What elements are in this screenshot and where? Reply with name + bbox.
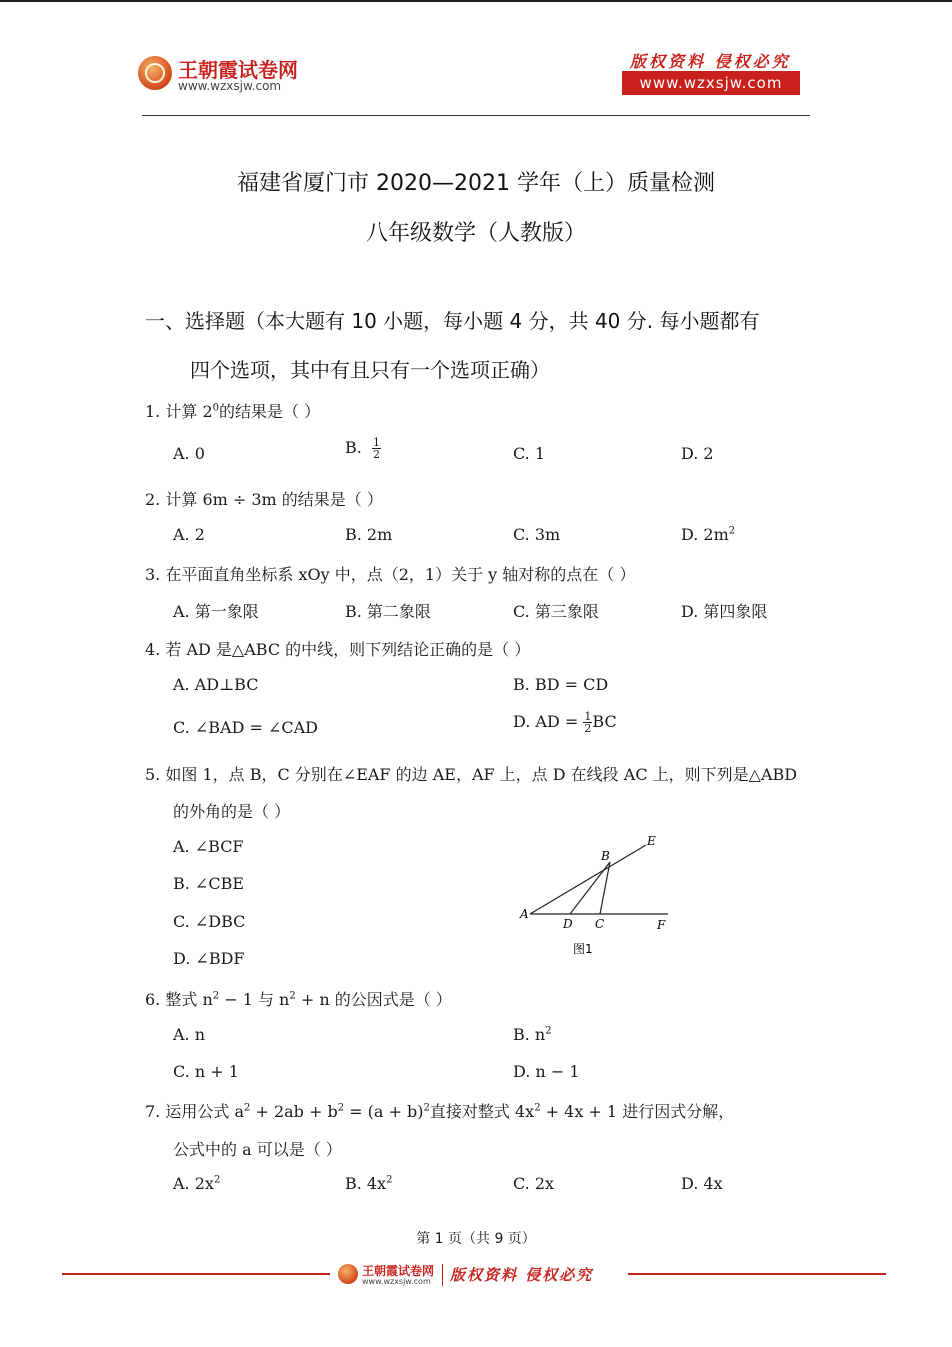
top-border	[0, 0, 952, 2]
question-3-stem: 3. 在平面直角坐标系 xOy 中，点（2，1）关于 y 轴对称的点在（ ）	[145, 565, 636, 584]
footer-brand-url: www.wzxsjw.com	[362, 1277, 431, 1286]
question-4-stem: 4. 若 AD 是△ABC 的中线，则下列结论正确的是（ ）	[145, 640, 531, 659]
q5-option-b: B. ∠CBE	[173, 874, 245, 893]
q6-option-c: C. n + 1	[173, 1062, 239, 1081]
segment-bd	[570, 862, 610, 914]
header-url-box: www.wzxsjw.com	[622, 71, 800, 95]
question-1-stem: 1. 计算 $2^0$的结果是（ ）	[145, 402, 321, 421]
q5-option-a: A. ∠BCF	[173, 837, 244, 856]
q3-option-b: B. 第二象限	[345, 602, 431, 621]
q4-option-c: C. ∠BAD = ∠CAD	[173, 718, 318, 737]
footer-separator	[442, 1264, 443, 1286]
question-5-stem-line2: 的外角的是（ ）	[173, 802, 291, 821]
footer-slogan: 版权资料 侵权必究	[450, 1266, 594, 1284]
q7-option-c: C. 2x	[513, 1174, 555, 1193]
q1-option-c: C. 1	[513, 444, 546, 463]
question-2-stem: 2. 计算 6m ÷ 3m 的结果是（ ）	[145, 490, 383, 509]
q6-option-d: D. n − 1	[513, 1062, 580, 1081]
section-heading-line1: 一、选择题（本大题有 10 小题，每小题 4 分，共 40 分. 每小题都有	[145, 309, 760, 333]
label-c: C	[595, 917, 605, 931]
q2-option-c: C. 3m	[513, 525, 561, 544]
label-f: F	[657, 918, 666, 932]
q3-option-c: C. 第三象限	[513, 602, 599, 621]
footer-brand-name: 王朝霞试卷网	[362, 1264, 435, 1278]
exam-title: 福建省厦门市 2020—2021 学年（上）质量检测	[237, 171, 715, 196]
question-6-stem: 6. 整式 $n^2 - 1$ 与 $n^2 + n$ 的公因式是（ ）	[145, 990, 452, 1009]
brand-name: 王朝霞试卷网	[178, 58, 298, 82]
q7-option-b: B. $4x^2$	[345, 1174, 393, 1193]
ray-ae	[530, 845, 646, 914]
q2-option-d: D. $2m^2$	[681, 525, 736, 544]
q7-option-d: D. 4x	[681, 1174, 723, 1193]
footer-logo-icon	[338, 1264, 358, 1284]
q3-option-a: A. 第一象限	[173, 602, 259, 621]
q2-option-b: B. 2m	[345, 525, 393, 544]
page-number: 第 1 页（共 9 页）	[416, 1231, 536, 1247]
label-b: B	[601, 849, 610, 863]
header-slogan: 版权资料 侵权必究	[630, 52, 791, 71]
section-heading-line2: 四个选项，其中有且只有一个选项正确）	[190, 358, 550, 382]
figure-caption: 图1	[573, 942, 593, 956]
exam-subtitle: 八年级数学（人教版）	[365, 221, 586, 246]
q3-option-d: D. 第四象限	[681, 602, 768, 621]
q4-option-a: A. AD⊥BC	[173, 675, 259, 694]
q1-option-a: A. 0	[173, 444, 205, 463]
q6-option-a: A. n	[173, 1025, 206, 1044]
brand-logo-icon	[138, 56, 172, 90]
q4-option-b: B. BD = CD	[513, 675, 609, 694]
q6-option-b: B. $n^2$	[513, 1025, 552, 1044]
question-7-stem-line1: 7. 运用公式 $a^2 + 2ab + b^2 = (a + b)^2$直接对整式 $4x^2 + 4x + 1$ 进行因式分解，	[145, 1102, 735, 1121]
q7-option-a: A. $2x^2$	[173, 1174, 221, 1193]
label-d: D	[563, 917, 573, 931]
question-7-stem-line2: 公式中的 a 可以是（ ）	[173, 1140, 342, 1159]
footer-rule-right	[628, 1273, 886, 1275]
q2-option-a: A. 2	[173, 525, 205, 544]
label-a: A	[520, 907, 529, 921]
question-5-stem-line1: 5. 如图 1，点 B，C 分别在∠EAF 的边 AE，AF 上，点 D 在线段 AC 上，则下列是△ABD	[145, 765, 798, 784]
q5-option-c: C. ∠DBC	[173, 912, 246, 931]
q1-option-d: D. 2	[681, 444, 714, 463]
q1-option-b: B. $\frac{1}{2}$	[345, 436, 381, 461]
footer-rule-left	[62, 1273, 330, 1275]
brand-url: www.wzxsjw.com	[178, 79, 282, 93]
q5-option-d: D. ∠BDF	[173, 949, 245, 968]
header-divider	[142, 115, 810, 116]
label-e: E	[647, 834, 656, 848]
q4-option-d: D. AD = $\frac{1}{2}$ BC	[513, 710, 617, 735]
figure-1-diagram	[510, 830, 690, 960]
